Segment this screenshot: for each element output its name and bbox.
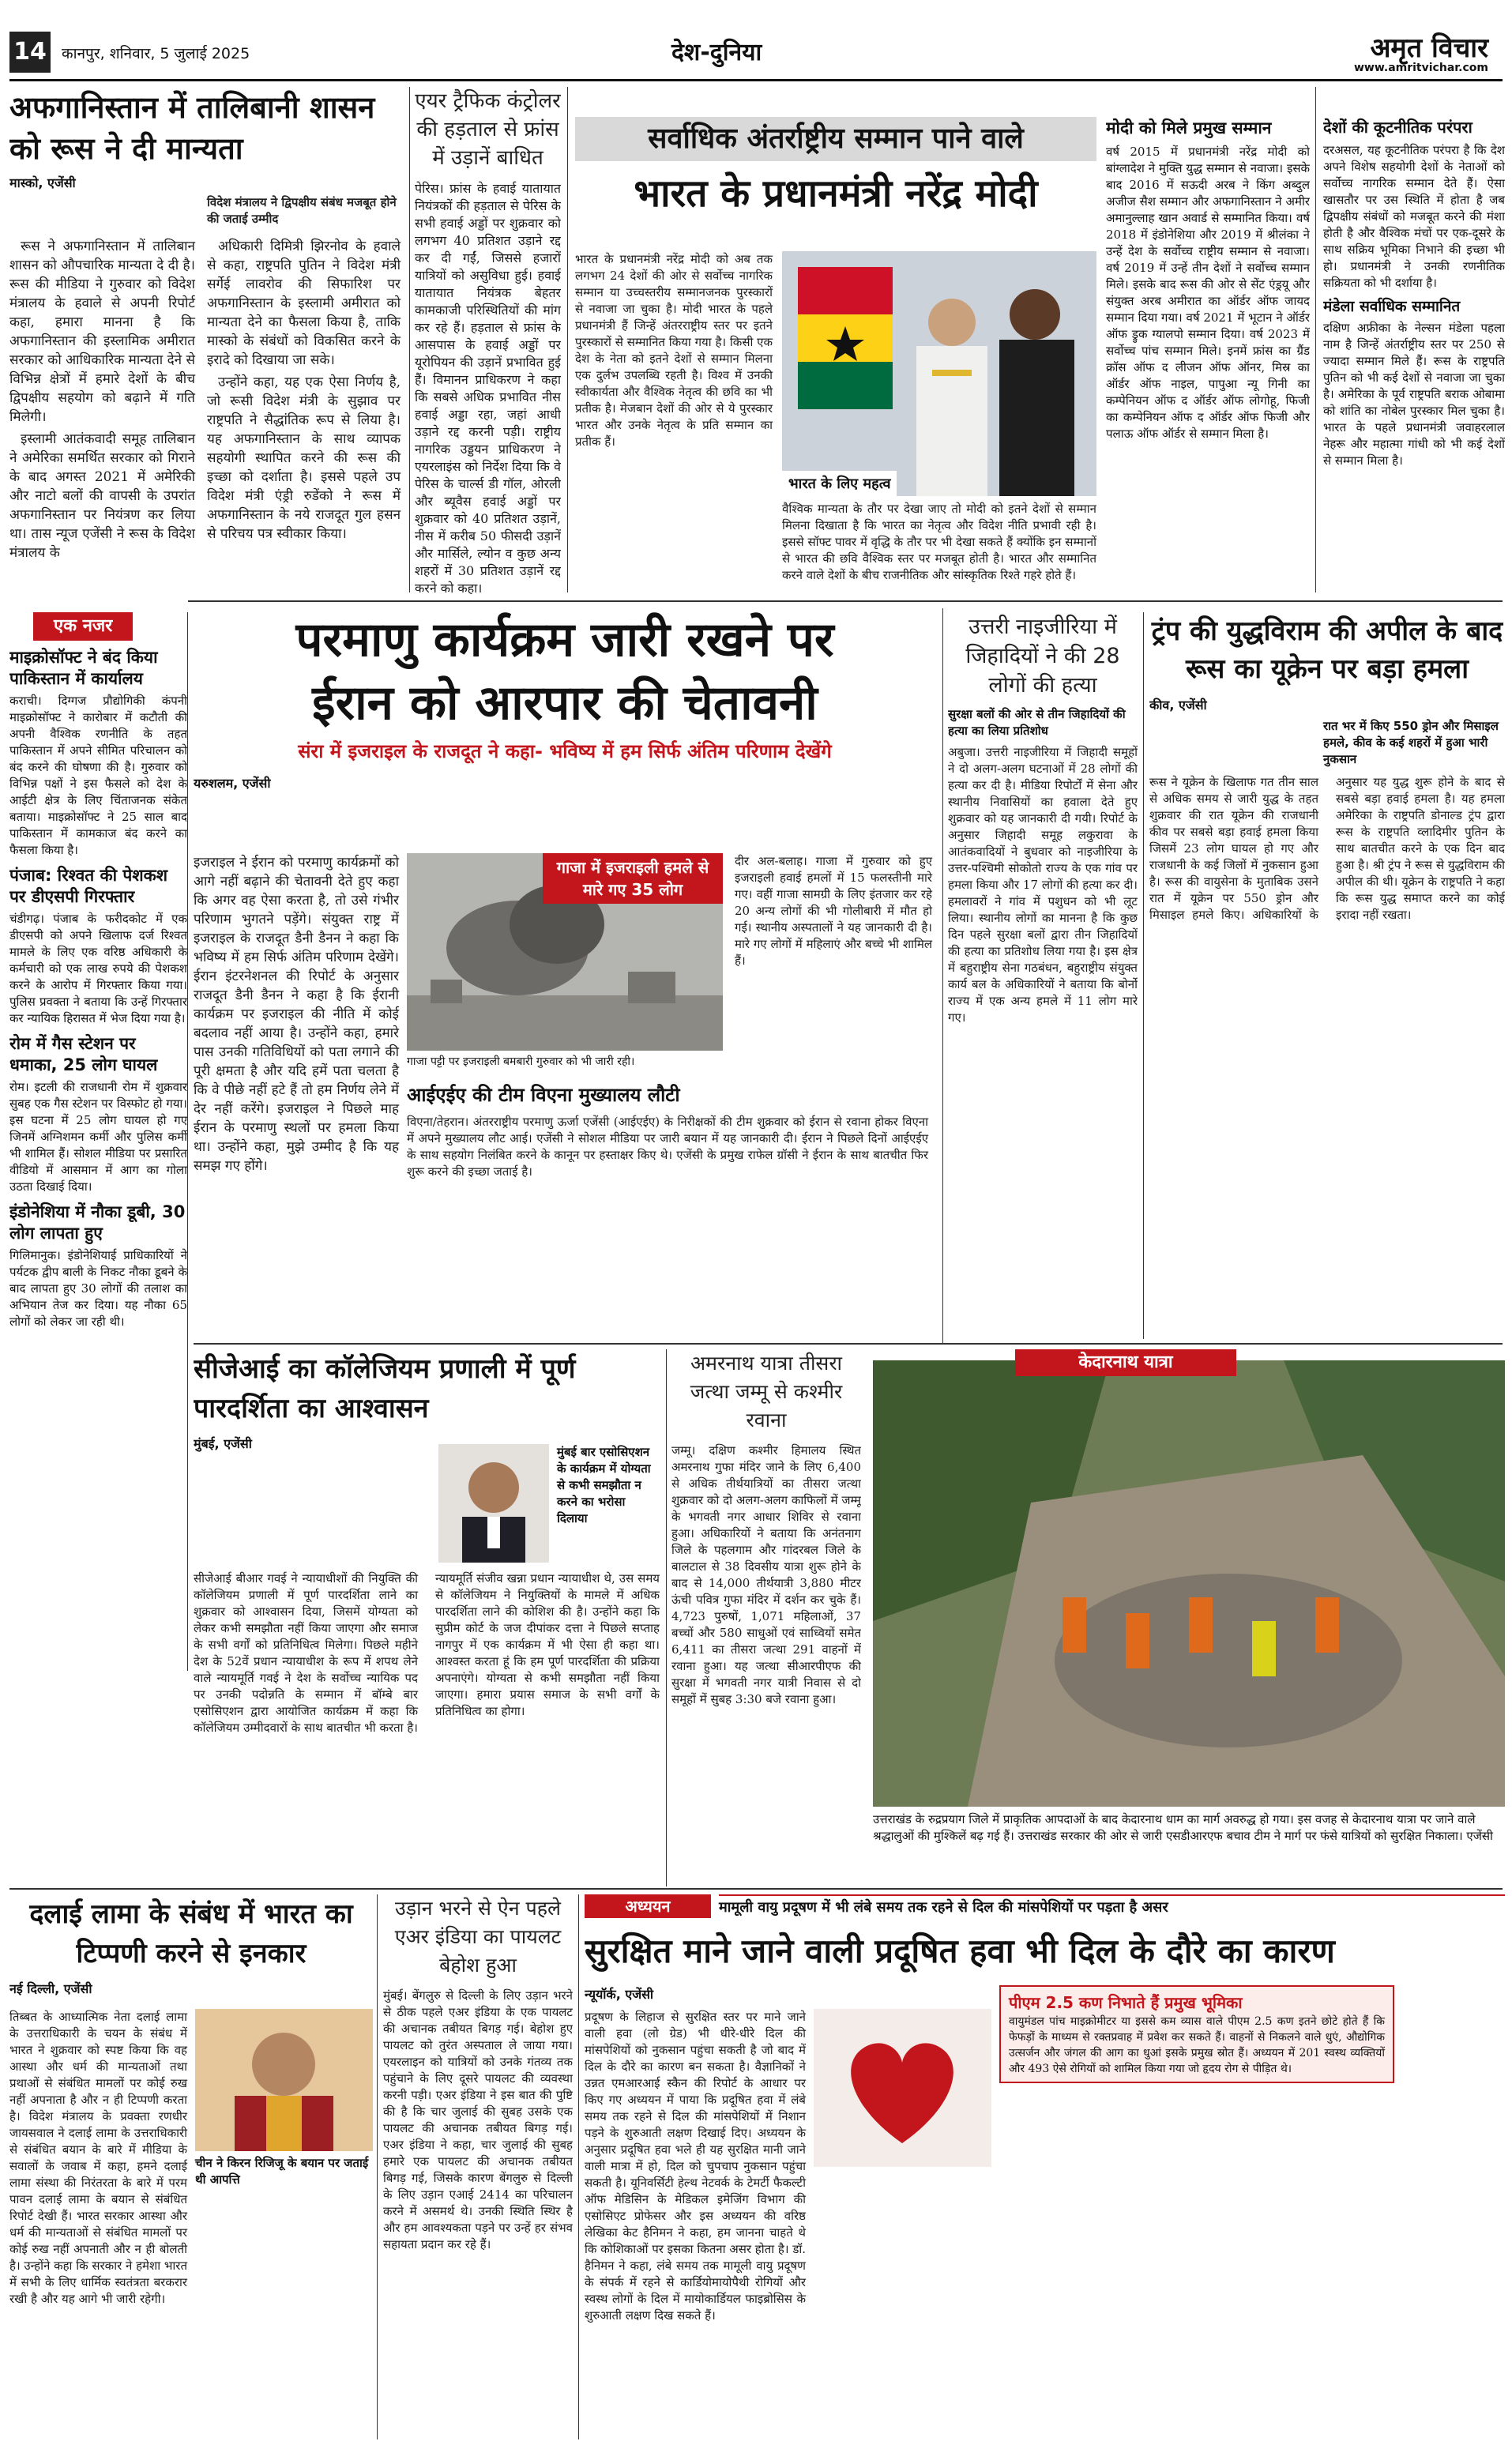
nigeria-article [948, 612, 1138, 1339]
pollution-kicker: मामूली वायु प्रदूषण में भी लंबे समय तक रहने से दिल की मांसपेशियों पर पड़ता है असर [719, 1894, 1505, 1920]
airindia-body: मुंबई। बेंगलुरु से दिल्ली के लिए उड़ान भरने से ठीक पहले एअर इंडिया के एक पायलट की अचानक तबीयत बिगड़ गई। बेहोश हुए पायलट को तुरंत अस्पताल ले जाया गया। एयरलाइन को यात्रियों को उनके गंतव्य तक पहुंचाने के लिए दूसरे पायलट की व्यवस्था करनी पड़ी। एअर इंडिया ने इस बात की पुष्टि की है कि चार जुलाई की सुबह उसके एक पायलट की अचानक तबीयत बिगड़ गई। एअर इंडिया ने कहा, चार जुलाई की सुबह हमारे एक पायलट की अचानक तबीयत बिगड़ गई, जिसके कारण बेंगलुरु से दिल्ली के लिए उड़ान एआई 2414 का परिचालन करने में असमर्थ थे। उनकी स्थिति स्थिर है और हम आवश्यकता पड़ने पर उन्हें हर संभव सहायता प्रदान कर रहे हैं। [383, 1988, 573, 2251]
cji-photo [438, 1444, 549, 1563]
taliban-pullquote: विदेश मंत्रालय ने द्विपक्षीय संबंध मजबूत होने की जताई उम्मीद [207, 195, 397, 226]
dalai-photo-caption: चीन ने किरन रिजिजू के बयान पर जताई थी आपत्ति [195, 2156, 369, 2187]
diplomacy-box [1323, 117, 1505, 591]
kedarnath-label: केदारनाथ यात्रा [1015, 1349, 1236, 1376]
pollution-body: प्रदूषण के लिहाज से सुरक्षित स्तर पर माने जाने वाली हवा (लो ग्रेड) भी धीरे-धीरे दिल की मांसपेशियों को नुकसान पहुंचा सकती है जो बाद में दिल के दौरे का कारण बन सकता है। वैज्ञानिकों ने उन्नत एमआरआई स्कैन की रिपोर्ट के आधार पर किए गए अध्ययन में पाया कि प्रदूषित हवा में लंबे समय तक रहने से दिल की मांसपेशियों में निशान पड़ने के शुरुआती लक्षण दिखाई दिए। अध्ययन के अनुसार प्रदूषित हवा भले ही यह सुरक्षित मानी जाने वाली मात्रा में हो, दिल को चुपचाप नुकसान पहुंचा सकती है। यूनिवर्सिटी हेल्थ नेटवर्क के टेमर्टी फैकल्टी ऑफ मेडिसिन के मेडिकल इमेजिंग विभाग की एसोसिएट प्रोफेसर और इस अध्ययन की वरिष्ठ लेखिका केट हैनिमन ने कहा, हम जानना चाहते थे कि कोशिकाओं पर इसका कितना असर होता है। डॉ. हैनिमन ने कहा, लंबे समय तक मामूली वायु प्रदूषण के संपर्क में रहने से कार्डियोमायोपैथी रोगियों और स्वस्थ लोगों के दिल में मायोकार्डियल फाइब्रोसिस के शुरुआती लक्षण दिख सकते हैं। [585, 2010, 806, 2323]
diplomacy-p1: दरअसल, यह कूटनीतिक परंपरा है कि देश अपने विशेष सहयोगी देशों के नेताओं को सर्वोच्च नागरिक सम्मान देते हैं। ऐसा खासतौर पर उस स्थिति में होता है जब द्विपक्षीय संबंधों को मजबूत करने की मंशा होती है और वैश्विक मंचों पर एक-दूसरे के साथ सक्रिय भूमिका निभाने की इच्छा भी हो। प्रधानमंत्री ने उनकी रणनीतिक सक्रियता को भी दर्शाया है। [1323, 143, 1505, 290]
divider [409, 87, 410, 592]
kedarnath-photo [873, 1360, 1505, 1807]
france-article [415, 87, 561, 600]
amarnath-body: जम्मू। दक्षिण कश्मीर हिमालय स्थित अमरनाथ गुफा मंदिर जाने के लिए 6,400 से अधिक तीर्थयात्रियों का तीसरा जत्था शुक्रवार को दो अलग-अलग काफिलों में जम्मू के भगवती नगर आधार शिविर से रवाना हुआ। अधिकारियों ने बताया कि अनंतनाग जिले के पहलगाम और गांदरबल जिले के बालटाल से 38 दिवसीय यात्रा शुरू होने के बाद से 14,000 तीर्थयात्री 3,880 मीटर ऊंची पवित्र गुफा मंदिर में दर्शन कर चुके हैं। 4,723 पुरुषों, 1,071 महिलाओं, 37 बच्चों और 580 साधुओं एवं साध्वियों समेत 6,411 का तीसरा जत्था 291 वाहनों में रवाना हुआ। यह जत्था सीआरपीएफ की सुरक्षा में भगवती नगर यात्री निवास से दो समूहों में सुबह 3:30 बजे रवाना हुआ। [671, 1443, 861, 1706]
page-dateline: कानपुर, शनिवार, 5 जुलाई 2025 [62, 45, 250, 62]
taliban-body-left: रूस ने अफगानिस्तान में तालिबान शासन को औपचारिक मान्यता दे दी है। रूस की मीडिया ने गुरुवार को विदेश मंत्रालय के हवाले से अपनी रिपोर्ट कहा, हमारा मानना है कि अफगानिस्तान की इस्लामिक अमीरात सरकार को आधिकारिक मान्यता देने से विभिन्न क्षेत्रों में हमारे देशों के बीच द्विपक्षीय सहयोग को बढ़ाने में गति मिलेगी। इस्लामी आतंकवादी समूह तालिबान ने अमेरिका समर्थित सरकार को गिराने के बाद अगस्त 2021 में अमेरिकी और नाटो बलों की वापसी के उपरांत अफगानिस्तान पर नियंत्रण कर लिया था। तास न्यूज एजेंसी ने रूस के विदेश मंत्रालय के [9, 239, 195, 561]
gaza-photo [407, 853, 723, 1051]
heart-illustration [814, 2009, 991, 2167]
diplomacy-subtitle: मंडेला सर्वाधिक सम्मानित [1323, 298, 1461, 315]
nigeria-pullquote: सुरक्षा बलों की ओर से तीन जिहादियों की हत्या का लिया प्रतिशोध [948, 707, 1126, 738]
divider [1143, 612, 1144, 1339]
divider [377, 1894, 378, 2439]
modi-photo [782, 251, 1096, 496]
modi-body: भारत के प्रधानमंत्री नरेंद्र मोदी को अब तक लगभग 24 देशों की ओर से सर्वोच्च नागरिक सम्मान या उच्चस्तरीय सम्मानजनक पुरस्कारों से नवाजा जा चुका है। मोदी भारत के पहले प्रधानमंत्री हैं जिन्हें अंतरराष्ट्रीय स्तर पर इतने पुरस्कारों से सम्मानित किया गया है। किसी एक देश के नेता को इतने देशों से सम्मान मिलना एक दुर्लभ उपलब्धि रहती है। विश्व में उनकी स्वीकार्यता और वैश्विक नेतृत्व की छवि का भी प्रतीक है। मेजबान देशों की ओर से ये पुरस्कार भारत और उनके नेतृत्व के प्रति सम्मान का प्रतीक हैं। [575, 252, 773, 449]
divider [942, 608, 943, 1343]
cji-headline: सीजेआई का कॉलेजियम प्रणाली में पूर्ण पारदर्शिता का आश्वासन [194, 1353, 576, 1424]
dalai-headline: दलाई लामा के संबंध में भारत का टिप्पणी करने से इनकार [29, 1898, 353, 1969]
diplomacy-p2: दक्षिण अफ्रीका के नेल्सन मंडेला पहला नाम है जिन्हें अंतर्राष्ट्रीय स्तर पर 250 से ज्यादा सम्मान मिले हैं। रूस के राष्ट्रपति पुतिन को भी कई देशों से नवाजा जा चुका है। अमेरिका के पूर्व राष्ट्रपति बराक ओबामा को शांति का नोबेल पुरस्कार मिल चुका है। भारत के पहले प्रधानमंत्री जवाहरलाल नेहरू और महात्मा गांधी को भी कई देशों से सम्मान मिला है। [1323, 321, 1505, 468]
pollution-infobox-title: पीएम 2.5 कण निभाते हैं प्रमुख भूमिका [1009, 1993, 1243, 2012]
section-rule [188, 600, 1503, 602]
cji-article [194, 1349, 660, 1886]
iran-subtitle: संरा में इजराइल के राजदूत ने कहा- भविष्य में हम सिर्फ अंतिम परिणाम देखेंगे [298, 740, 832, 762]
page-number: 14 [9, 32, 51, 73]
france-headline: एयर ट्रैफिक कंट्रोलर की हड़ताल से फ्रांस में उड़ानें बाधित [415, 89, 561, 170]
amarnath-article [671, 1349, 861, 1886]
dalai-article [9, 1894, 373, 2439]
kedarnath-photo-illustration [873, 1360, 1505, 1807]
kedarnath-caption: उत्तराखंड के रुद्रप्रयाग जिले में प्राकृतिक आपदाओं के बाद केदारनाथ धाम का मार्ग अवरुद्ध हो गया। इस वजह से केदारनाथ यात्रा पर जाने वाले श्रद्धालुओं की मुश्किलें बढ़ गई हैं। उत्तराखंड सरकार की ओर से जारी एसडीआरएफ बचाव टीम ने मार्ग पर फंसे यात्रियों को सुरक्षित निकाला। एजेंसी [873, 1812, 1493, 1843]
section-rule [9, 1888, 1503, 1890]
pollution-photo [814, 2009, 991, 2167]
cji-pullquote: मुंबई बार एसोसिएशन के कार्यक्रम में योग्यता से कभी समझौता न करने का भरोसा दिलाया [557, 1445, 651, 1525]
modi-photo-label: भारत के लिए महत्व [782, 471, 897, 496]
modi-importance: वैश्विक मान्यता के तौर पर देखा जाए तो मोदी को इतने देशों से सम्मान मिलना दिखाता है कि भारत का नेतृत्व और विदेश नीति प्रभावी रही है। इससे सॉफ्ट पावर में वृद्धि के तौर पर भी देखा सकते हैं क्योंकि इन सम्मानों से भारत की छवि वैश्विक स्तर पर मजबूत होती है। भारत और सम्मानित करने वाले देशों के बीच राजनीतिक और सांस्कृतिक रिश्ते गहरे होते हैं। [782, 502, 1096, 582]
modi-awards-body: वर्ष 2015 में प्रधानमंत्री नरेंद्र मोदी को बांग्लादेश ने मुक्ति युद्ध सम्मान से नवाजा। इसके बाद 2016 में सऊदी अरब ने किंग अब्दुल अजीज सैश सम्मान और अफगानिस्तान ने अमीर अमानुल्लाह खान अवार्ड से सम्मानित किया। वर्ष 2018 में इंडोनेशिया और 2019 में श्रीलंका ने उन्हें देश के सर्वोच्च राष्ट्रीय सम्मान से नवाजा। वर्ष 2019 में उन्हें तीन देशों ने सर्वोच्च सम्मान मिले। इसके बाद रूस की ओर से सेंट एंड्रयू और संयुक्त अरब अमीरात का ऑर्डर ऑफ जायद सम्मान दिया गया। वर्ष 2021 में भूटान ने ऑर्डर ऑफ ड्रुक ग्यालपो सम्मान दिया। वर्ष 2023 में सर्वोच्च पांच सम्मान मिले। इनमें फ्रांस का ग्रैंड क्रॉस ऑफ द लीजन ऑफ ऑनर, मिस्र का ऑर्डर ऑफ नाइल, पापुआ न्यू गिनी का कम्पेनियन ऑफ द ऑर्डर ऑफ लोगोहू, फिजी का कम्पेनियन ऑफ द ऑर्डर ऑफ फिजी और पलाऊ ऑफ ऑर्डर से सम्मान मिला है। [1106, 145, 1310, 441]
divider [1315, 87, 1316, 592]
cji-dateline: मुंबई, एजेंसी [194, 1436, 252, 1451]
iran-headline-1: परमाणु कार्यक्रम जारी रखने पर [295, 612, 834, 668]
pollution-infobox [999, 1985, 1394, 2083]
iran-dateline: यरुशलम, एजेंसी [194, 776, 271, 791]
cji-portrait [438, 1444, 549, 1563]
brand-logo: अमृत विचार [1370, 32, 1488, 64]
pollution-band-label: अध्ययन [585, 1894, 711, 1918]
nigeria-body: अबुजा। उत्तरी नाइजीरिया में जिहादी समूहों ने दो अलग-अलग घटनाओं में 28 लोगों की हत्या कर दी है। मीडिया रिपोर्टों में सेना और स्थानीय निवासियों का हवाला देते हुए शुक्रवार को यह जानकारी दी गयी। रिपोर्ट के अनुसार जिहादी समूह लकुरावा के आतंकवादियों ने बुधवार को नाइजीरिया के उत्तर-पश्चिमी सोकोतो राज्य के एक गांव पर हमला किया और 17 लोगों की हत्या कर दी। हमलावरों ने गांव में पशुधन को भी लूट लिया। स्थानीय लोगों का मानना है कि कुछ दिन पहले सुरक्षा बलों द्वारा तीन जिहादियों की हत्या का प्रतिशोध लिया गया है। इस क्षेत्र में बहुराष्ट्रीय सेना गठबंधन, बहुराष्ट्रीय संयुक्त कार्य बल के अधिकारियों ने बताया कि बोर्नो राज्य में एक अन्य हमले में 11 लोग मारे गए। [948, 745, 1138, 1025]
pollution-infobox-body: वायुमंडल पांच माइक्रोमीटर या इससे कम व्यास वाले पीएम 2.5 कण इतने छोटे होते हैं कि फेफड़ों के माध्यम से रक्तप्रवाह में प्रवेश कर सकते हैं। वाहनों से निकलने वाले धुएं, औद्योगिक उत्सर्जन और जंगल की आग का धुआं इसके प्रमुख स्रोत हैं। अध्ययन में 201 स्वस्थ व्यक्तियों और 493 ऐसे रोगियों को शामिल किया गया जो हृदय रोग से पीड़ित थे। [1009, 2015, 1385, 2075]
modi-awards-title: मोदी को मिले प्रमुख सम्मान [1106, 118, 1272, 137]
divider [666, 1349, 667, 1886]
dalai-photo [195, 2009, 373, 2151]
sidebar-item: रोम में गैस स्टेशन पर धमाका, 25 लोग घायल रोम। इटली की राजधानी रोम में शुक्रवार सुबह एक गैस स्टेशन पर विस्फोट हो गया। इस घटना में 25 लोग घायल हो गए जिनमें अग्निशमन कर्मी और पुलिस कर्मी भी शामिल हैं। सोशल मीडिया पर प्रसारित वीडियो में आसमान में आग का गोला उठता दिखाई दिया। [9, 1034, 187, 1194]
modi-headline-main: भारत के प्रधानमंत्री नरेंद्र मोदी [634, 171, 1038, 216]
divider [578, 1894, 579, 2439]
iran-article [194, 608, 936, 1343]
taliban-headline: अफगानिस्तान में तालिबानी शासन को रूस ने दी मान्यता [9, 90, 375, 166]
divider [567, 87, 568, 592]
ukraine-headline: ट्रंप की युद्धविराम की अपील के बाद रूस का यूक्रेन पर बड़ा हमला [1151, 615, 1503, 685]
iran-body: इजराइल ने ईरान को परमाणु कार्यक्रमों को आगे नहीं बढ़ाने की चेतावनी देते हुए कहा कि अगर वह ऐसा करता है, तो उसे गंभीर परिणाम भुगतने पड़ेंगे। संयुक्त राष्ट्र में इजराइल के राजदूत डैनी डैनन ने कहा कि भविष्य में हम सिर्फ अंतिम परिणाम देखेंगे। ईरान इंटरनेशनल की रिपोर्ट के अनुसार राजदूत डैनी डैनन ने कहा है कि ईरानी कार्यक्रम पर इजराइल की नीति में कोई बदलाव नहीं आया है। उन्होंने कहा, हमारे पास उनकी गतिविधियों को पता लगाने की पूरी क्षमता है और यदि हमें पता चलता है कि वे पीछे नहीं हटे हैं तो हम निर्णय लेने में देर नहीं करेंगे। इजराइल ने पिछले माह ईरान के परमाणु स्थलों पर हमला किया था। उन्होंने कहा, मुझे उम्मीद है कि यह समझ गए होंगे। [194, 855, 399, 1174]
taliban-article [9, 87, 404, 600]
pollution-headline: सुरक्षित माने जाने वाली प्रदूषित हवा भी दिल के दौरे का कारण [585, 1932, 1335, 1970]
ukraine-pullquote: रात भर में किए 550 ड्रोन और मिसाइल हमले, कीव के कई शहरों में हुआ भारी नुकसान [1323, 719, 1499, 766]
gaza-photo-title: गाजा में इजराइली हमले से मारे गए 35 लोग [543, 853, 723, 904]
divider [187, 612, 188, 1671]
iaea-headline: आईएईए की टीम विएना मुख्यालय लौटी [407, 1084, 680, 1106]
iran-headline-2: ईरान को आरपार की चेतावनी [312, 675, 818, 731]
france-body: पेरिस। फ्रांस के हवाई यातायात नियंत्रकों की हड़ताल से पेरिस के सभी हवाई अड्डों पर शुक्रवार को लगभग 40 प्रतिशत उड़ाने रद्द कर दी गईं, जिससे हजारों यात्रियों को असुविधा हुई। हवाई यातायात नियंत्रक बेहतर कामकाजी परिस्थितियों की मांग कर रहे हैं। हड़ताल से फ्रांस के आसपास के हवाई अड्डों पर यूरोपियन की उड़ानें प्रभावित हुई हैं। विमानन प्राधिकरण ने कहा कि सबसे अधिक प्रभावित नीस हवाई अड्डा रहा, जहां आधी उड़ाने रद्द करनी पड़ी। राष्ट्रीय नागरिक उड्डयन प्राधिकरण ने एयरलाइंस को निर्देश दिया कि वे पेरिस के चार्ल्स डी गॉल, ओरली और ब्यूवैस हवाई अड्डों पर शुक्रवार को 40 प्रतिशत उड़ानें, नीस में करीब 50 फीसदी उड़ानें और मार्सिले, ल्योन व कुछ अन्य शहरों में 30 प्रतिशत उड़ानें रद्द करने को कहा। [415, 181, 561, 596]
dalai-dateline: नई दिल्ली, एजेंसी [9, 1981, 92, 1996]
iaea-body: विएना/तेहरान। अंतरराष्ट्रीय परमाणु ऊर्जा एजेंसी (आईएईए) के निरीक्षकों की टीम शुक्रवार को ईरान से रवाना होकर विएना में अपने मुख्यालय लौट आई। एजेंसी ने सोशल मीडिया पर जारी बयान में यह जानकारी दी। ईरान ने पिछले दिनों आईएईए के साथ सहयोग निलंबित करने के कानून पर हस्ताक्षर किए थे। एजेंसी के प्रमुख राफेल ग्रॉसी ने ईरान के साथ बातचीत फिर शुरू करने की इच्छा जताई है। [407, 1115, 928, 1179]
pollution-article [585, 1894, 1505, 2439]
sidebar-item: माइक्रोसॉफ्ट ने बंद किया पाकिस्तान में कार्यालय कराची। दिग्गज प्रौद्योगिकी कंपनी माइक्रोसॉफ्ट ने कारोबार में कटौती की अपनी वैश्विक रणनीति के तहत पाकिस्तान में अपने सीमित परिचालन को बंद करने की घोषणा की है। गुरुवार को विभिन्न पक्षों ने इस फैसले को देश के आईटी क्षेत्र के लिए चिंताजनक संकेत बताया। माइक्रोसॉफ्ट ने 25 साल बाद पाकिस्तान में कामकाज बंद करने का फैसला किया है। [9, 648, 187, 857]
masthead [0, 32, 1512, 76]
section-rule [194, 1343, 1503, 1345]
sidebar-item: इंडोनेशिया में नौका डूबी, 30 लोग लापता हुए गिलिमानुक। इंडोनेशियाई प्राधिकारियों ने पर्यटक द्वीप बाली के निकट नौका डूबने के बाद लापता हुए 30 लोगों की तलाश का अभियान तेज कर दिया। यह नौका 65 लोगों को लेकर जा रही थी। [9, 1202, 187, 1329]
sidebar-item: पंजाब: रिश्वत की पेशकश पर डीएसपी गिरफ्तार चंडीगढ़। पंजाब के फरीदकोट में एक डीएसपी को अपने खिलाफ दर्ज रिश्वत मामले के लिए एक वरिष्ठ अधिकारी के कर्मचारी को एक लाख रुपये की पेशकश करने के आरोप में गिरफ्तार किया गया। पुलिस प्रवक्ता ने बताया कि उन्हें गिरफ्तार कर न्यायिक हिरासत में भेज दिया गया है। [9, 866, 187, 1025]
section-title: देश-दुनिया [671, 39, 762, 66]
modi-awards-box [1106, 117, 1310, 591]
modi-photo-illustration [782, 251, 1096, 496]
airindia-article [383, 1894, 573, 2439]
amarnath-headline: अमरनाथ यात्रा तीसरा जत्था जम्मू से कश्मीर रवाना [690, 1352, 843, 1431]
ukraine-article [1149, 612, 1505, 1339]
airindia-headline: उड़ान भरने से ऐन पहले एअर इंडिया का पायलट बेहोश हुआ [394, 1897, 562, 1977]
nigeria-headline: उत्तरी नाइजीरिया में जिहादियों ने की 28 लोगों की हत्या [965, 615, 1120, 698]
taliban-dateline: मास्को, एजेंसी [9, 175, 76, 190]
taliban-body-right: अधिकारी दिमित्री झिरनोव के हवाले से कहा, राष्ट्रपति पुतिन ने विदेश मंत्री सर्गेई लावरोव की सिफारिश पर अफगानिस्तान के इस्लामी अमीरात को मान्यता देने का फैसला किया है, ताकि मास्को के संबंधों को विकसित करने के इरादे को दिखाया जा सके। उन्होंने कहा, यह एक ऐसा निर्णय है, जो रूसी विदेश मंत्री के सुझाव पर राष्ट्रपति ने सैद्धांतिक रूप से लिया है। यह अफगानिस्तान के साथ व्यापक सहयोगी स्थापित करने की रूस की इच्छा को दर्शाता है। इससे पहले उप विदेश मंत्री एंड्री रुडेंको ने रूस में अफगानिस्तान के नये राजदूत गुल हसन से परिचय पत्र स्वीकार किया। [207, 239, 401, 542]
gaza-photo-caption: गाजा पट्टी पर इजराइली बमबारी गुरुवार को भी जारी रही। [407, 1055, 635, 1068]
modi-headline-top: सर्वाधिक अंतर्राष्ट्रीय सम्मान पाने वाले [575, 117, 1096, 161]
ukraine-dateline: कीव, एजेंसी [1149, 698, 1207, 713]
masthead-rule [9, 79, 1503, 81]
sidebar-ek-nazar [9, 612, 187, 1679]
sidebar-label: एक नजर [33, 612, 133, 641]
modi-article [575, 117, 1096, 591]
cji-body: सीजेआई बीआर गवई ने न्यायाधीशों की नियुक्ति की कॉलेजियम प्रणाली में पूर्ण पारदर्शिता लाने का शुक्रवार को आश्वासन दिया, जिसमें योग्यता को लेकर कभी समझौता नहीं किया जाएगा और समाज के सभी वर्गों को प्रतिनिधित्व मिलेगा। पिछले महीने देश के 52वें प्रधान न्यायाधीश के रूप में शपथ लेने वाले न्यायमूर्ति गवई ने देश के सर्वोच्च न्यायिक पद पर उनकी पदोन्नति के सम्मान में बॉम्बे बार एसोसिएशन द्वारा आयोजित कार्यक्रम में कहा कि कॉलेजियम उम्मीदवारों के साथ बातचीत भी करता है। न्यायमूर्ति संजीव खन्ना प्रधान न्यायाधीश थे, उस समय से कॉलेजियम ने नियुक्तियों के मामले में अधिक पारदर्शिता लाने की कोशिश की है। उन्होंने कहा कि सुप्रीम कोर्ट के जज दीपांकर दत्ता ने पिछले सप्ताह नागपुर में एक कार्यक्रम में भी ऐसा ही कहा था। आश्वस्त करता हूं कि हम पूर्ण पारदर्शिता की प्रक्रिया अपनाएंगे। योग्यता से कभी समझौता नहीं किया जाएगा। हमारा प्रयास समाज के सभी वर्गों के प्रतिनिधित्व का होगा। [194, 1571, 660, 1735]
pollution-dateline: न्यूयॉर्क, एजेंसी [585, 1987, 654, 2002]
ukraine-body: रूस ने यूक्रेन के खिलाफ गत तीन साल से अधिक समय से जारी युद्ध के तहत शुक्रवार की रात यूक्रेन की राजधानी कीव पर सबसे बड़ा हवाई हमला किया जिसमें 23 लोग घायल हो गए और राजधानी के कई जिलों में नुकसान हुआ है। रूस की वायुसेना के मुताबिक उसने रात में यूक्रेन पर 550 ड्रोन और मिसाइल हमले किए। अधिकारियों के अनुसार यह युद्ध शुरू होने के बाद से सबसे बड़ा हवाई हमला है। यह हमला अमेरिका के राष्ट्रपति डोनाल्ड ट्रंप द्वारा रूस के राष्ट्रपति व्लादिमीर पुतिन के साथ बातचीत करने के एक दिन बाद हुआ है। श्री ट्रंप ने रूस से युद्धविराम की अपील की थी। यूक्रेन के राष्ट्रपति ने कहा कि रूस युद्ध समाप्त करने का कोई इरादा नहीं रखता। [1149, 775, 1505, 922]
kedarnath-photo-block [873, 1349, 1505, 1886]
gaza-body: दीर अल-बलाह। गाजा में गुरुवार को हुए इजराइली हवाई हमलों में 15 फलस्तीनी मारे गए। वहीं गाजा सामग्री के लिए इंतजार कर रहे 20 अन्य लोगों की भी गोलीबारी में मौत हो गई। स्थानीय अस्पतालों ने यह जानकारी दी है। मारे गए लोगों में महिलाएं और बच्चे भी शामिल हैं। [735, 854, 932, 968]
diplomacy-title: देशों की कूटनीतिक परंपरा [1323, 118, 1473, 137]
dalai-body: तिब्बत के आध्यात्मिक नेता दलाई लामा के उत्तराधिकारी के चयन के संबंध में भारत ने शुक्रवार को स्पष्ट किया कि वह आस्था और धर्म की मान्यताओं तथा प्रथाओं से संबंधित मामलों पर कोई रुख नहीं अपनाता है और न ही टिप्पणी करता है। विदेश मंत्रालय के प्रवक्ता रणधीर जायसवाल ने दलाई लामा के उत्तराधिकारी से संबंधित बयान के बारे में मीडिया के सवालों के जवाब में कहा, हमने दलाई लामा संस्था की निरंतरता के बारे में परम पावन दलाई लामा के बयान से संबंधित रिपोर्ट देखी हैं। भारत सरकार आस्था और धर्म की मान्यताओं से संबंधित मामलों पर कोई रुख नहीं अपनाती और न ही बोलती है। उन्होंने कहा कि सरकार ने हमेशा भारत में सभी के लिए धार्मिक स्वतंत्रता बरकरार रखी है और यह आगे भी जारी रहेगी। [9, 2010, 187, 2306]
dalai-portrait [195, 2009, 373, 2151]
brand-url: www.amritvichar.com [1353, 62, 1488, 74]
